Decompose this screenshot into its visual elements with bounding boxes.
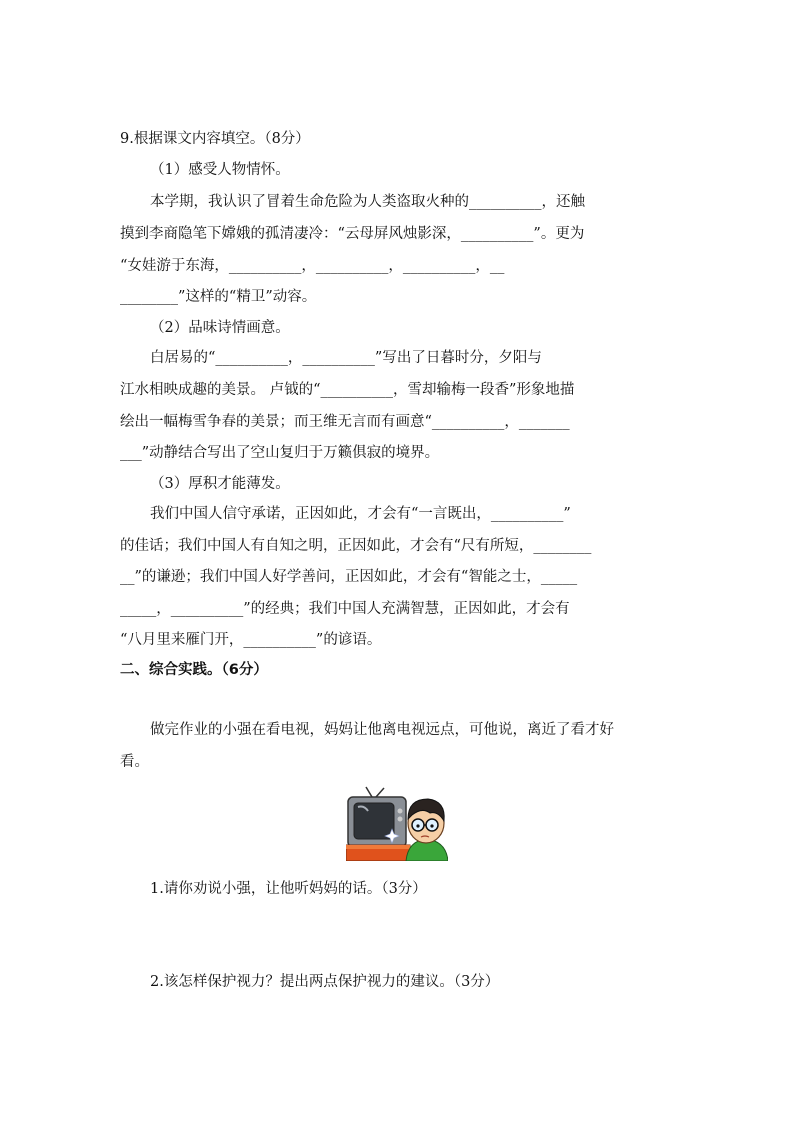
part-1-line: 摸到李商隐笔下嫦娥的孤清凄冷：“云母屏风烛影深，__________”。更为 xyxy=(120,226,585,242)
part-3-line: __”的谦逊；我们中国人好学善问，正因如此，才会有“智能之士，_____ xyxy=(120,569,578,585)
part-3-line: 的佳话；我们中国人有自知之明，正因如此，才会有“尺有所短，________ xyxy=(120,538,592,554)
boy-watching-tv-illustration xyxy=(346,785,448,861)
part-2-line: 江水相映成趣的美景。 卢钺的“__________，雪却输梅一段香”形象地描 xyxy=(120,382,575,398)
part-2-heading: （2）品味诗情画意。 xyxy=(150,320,290,336)
section-2-title: 二、综合实践。（6分） xyxy=(120,662,268,678)
part-1-line: 本学期，我认识了冒着生命危险为人类盗取火种的__________，还触 xyxy=(150,194,585,210)
part-1-line: “女娃游于东海，__________，__________，__________，__ xyxy=(120,258,505,274)
section-2-intro-line: 看。 xyxy=(120,754,149,770)
part-1-line: ________”这样的“精卫”动容。 xyxy=(120,289,317,305)
part-3-line: _____，__________”的经典；我们中国人充满智慧，正因如此，才会有 xyxy=(120,601,570,617)
part-1-heading: （1）感受人物情怀。 xyxy=(150,162,290,178)
part-3-line: “八月里来雁门开，__________”的谚语。 xyxy=(120,632,382,648)
part-2-line: 白居易的“__________，__________”写出了日暮时分，夕阳与 xyxy=(150,350,542,366)
section-2-intro-line: 做完作业的小强在看电视，妈妈让他离电视远点，可他说，离近了看才好 xyxy=(150,722,614,738)
part-2-line: ___”动静结合写出了空山复归于万籁俱寂的境界。 xyxy=(120,445,440,461)
part-3-line: 我们中国人信守承诺，正因如此，才会有“一言既出，__________” xyxy=(150,506,571,522)
section-2-question-2: 2.该怎样保护视力？提出两点保护视力的建议。（3分） xyxy=(150,974,500,990)
question-9-title: 9.根据课文内容填空。（8分） xyxy=(120,131,310,147)
section-2-question-1: 1.请你劝说小强，让他听妈妈的话。（3分） xyxy=(150,881,427,897)
part-3-heading: （3）厚积才能薄发。 xyxy=(150,476,290,492)
part-2-line: 绘出一幅梅雪争春的美景；而王维无言而有画意“__________，_______ xyxy=(120,414,570,430)
